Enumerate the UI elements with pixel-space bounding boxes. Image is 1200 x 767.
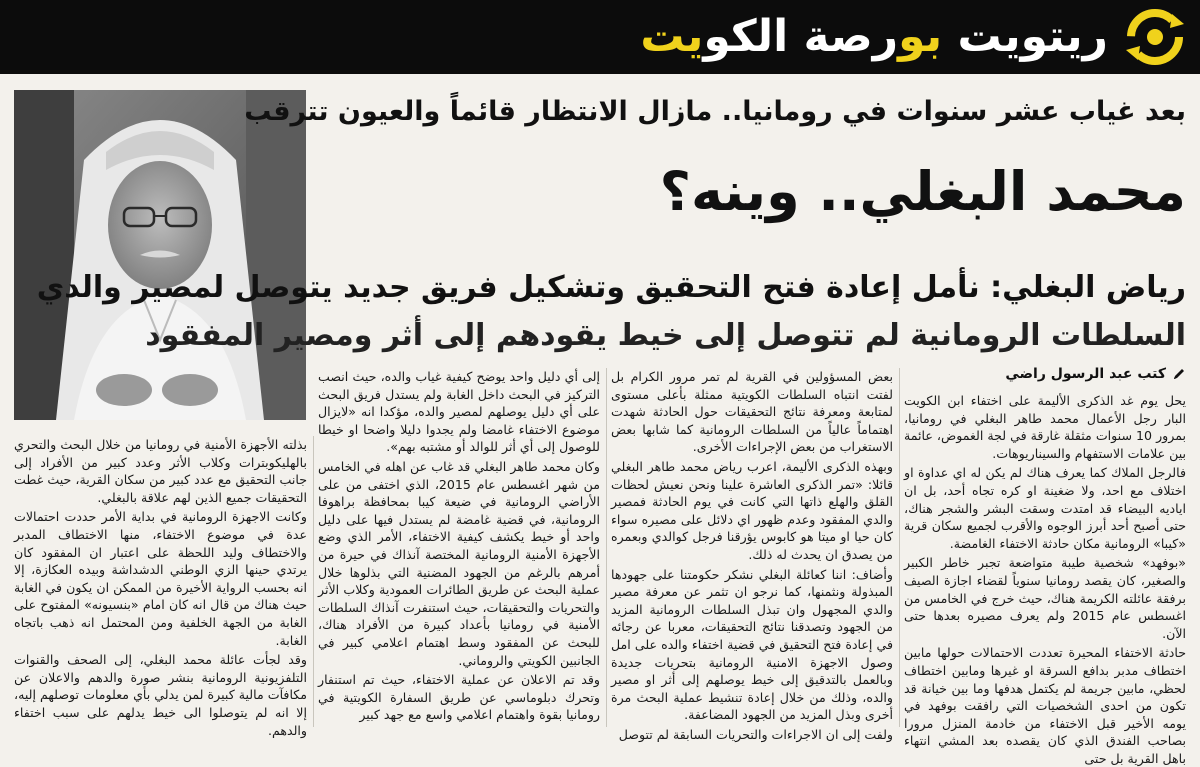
pen-icon: [1172, 367, 1186, 381]
brand-accent-1: بو: [898, 11, 943, 62]
paragraph: ولفت إلى ان الاجراءات والتحريات السابقة لم تتوصل: [618, 726, 893, 742]
column-divider: [606, 368, 607, 727]
paragraph: «بوفهد» شخصية طيبة متواضعة تجبر خاطر الكبير والصغير، كان يقصد رومانيا سنوياً لقضاء اجازة الصيف برفقة عائلته الكريمة هناك، حيث خرج في الخامس من اغسطس عام 2015 ولم يعرف مصيره بعدها حتى الآن.: [904, 555, 1186, 641]
portrait-photo: [14, 90, 306, 420]
paragraph: يحل يوم غد الذكرى الأليمة على اختفاء ابن الكويت البار رجل الأعمال محمد طاهر البغلي في رومانيا، بمرور 10 سنوات مثقلة غارقة في لجة الغموض، عائمة بين علامات الاستفهام والسيناريوهات.: [904, 393, 1186, 461]
brand-accent-2: يت: [640, 11, 704, 62]
paragraph: وأضاف: اننا كعائلة البغلي نشكر حكومتنا على جهودها المبذولة ونثمنها، كما نرجو ان تثمر عن معرفة مصير والدي المجهول وان تبذل السلطات الرومانية المزيد من الجهود وتصدقنا نتائج التحقيقات، معربا عن رجائه في إعادة فتح التحقيق في قضية اختفاء والده على امل وصول الاجهزة الامنية الرومانية بتحريات جديدة وبالعمل بالتدقيق إلى خيط يوصلهم إلى أثر او مصير والده، وذلك من خلال إعادة تنشيط عملية البحث مرة أخرى وبذل المزيد من الجهود المضاعفة.: [611, 566, 893, 723]
paragraph: وبهذه الذكرى الأليمة، اعرب رياض محمد طاهر البغلي قائلا: «تمر الذكرى العاشرة علينا ونحن نعيش لحظات القلق والهلع ذاتها التي كانت في يوم الحادثة فمصير والدي المفقود وعدم ظهور اي دلائل على مصيره سواء كان حيا او ميتا هو كابوس يؤرقنا فرجل كوالدي وبعمره من يصدق ان يحدث له ذلك.: [611, 458, 893, 562]
article-column-3: [318, 368, 600, 727]
paragraph: وكانت الاجهزة الرومانية في بداية الأمر حددت احتمالات عدة في موضوع الاختفاء، منها الاختطاف المدبر والاختطاف وليد اللحظة على اعتبار ان المفقود كان يرتدي حينها الزي الوطني الدشداشة وبيده العكازة، إلا انه بحسب الرواية الأخيرة من الممكن ان يكون في الغابة حيث هناك من قال انه كان امام «بنسيونه» المفتوح على الغابة من الجهة الخلفية ومن المحتمل انه ذهب باتجاه الغابة.: [14, 509, 307, 648]
main-title: محمد البغلي.. وينه؟: [659, 160, 1186, 223]
byline: [896, 364, 1186, 384]
paragraph: حادثة الاختفاء المحيرة تعددت الاحتمالات حولها مابين اختطاف مدبر بدافع السرقة او غيرها ومابين اختطاف لحظي، مابين جريمة لم يكتمل هدفها وما بين خيانة قد تكون من احدى الشخصيات التي رافقت بوفهد في يومه الأخير قبل الاختفاء من خادمة المنزل مرورا بصاحب الفندق الذي كان يقصده بعد المشي انتهاء باهل القرية بل حتى: [904, 645, 1186, 766]
paragraph: إلى أي دليل واحد يوضح كيفية غياب والده، حيث انصب التركيز في البحث داخل الغابة ولم يستدل فريق البحث على أي دليل يوصلهم لمصير والده، مؤكدا انه «لايزال موضوع الاختفاء غامضا ولم يجدوا دليلا واضحا او خيطا للوصول إلى أي أثر للوالد أو مشتبه بهم».: [318, 369, 600, 455]
column-divider: [313, 436, 314, 727]
subtitle-2: السلطات الرومانية لم تتوصل إلى خيط يقودهم إلى أثر ومصير المفقود: [145, 318, 1186, 353]
masthead: [0, 0, 1200, 74]
man-portrait-photo: [14, 90, 306, 420]
paragraph: فالرجل الملاك كما يعرف هناك لم يكن له اي عداوة او اختلاف مع احد، ولا ضغينة او كره تجاه أحد، بل ان اياديه البيضاء قد امتدت وسقت البشر والشجر هناك، حتى أصبح أحد أبرز الوجوه والأقرب لجميع سكان قرية «كيبا» الرومانية مكان حادثة الاختفاء الغامضة.: [904, 465, 1186, 551]
paragraph: بذلته الأجهزة الأمنية في رومانيا من خلال البحث والتحري بالهليكوبترات وكلاب الأثر وعدد كبير من الأفراد إلى جانب التحقيق مع عدد كبير من سكان القرية، حيث غطت التحقيقات جميع الذين لهم علاقة بالبغلي.: [14, 437, 307, 505]
paragraph: وقد لجأت عائلة محمد البغلي، إلى الصحف والقنوات التلفزيونية الرومانية بنشر صورة والدهم والاعلان عن مكافآت مالية كبيرة لمن يدلي بأي معلومات توصلهم إليه، إلا انه لم يتوصلوا الى خيط يدلهم على سبب اختفاء والدهم.: [14, 652, 307, 738]
byline-text: كتب عبد الرسول راضي: [1005, 366, 1166, 382]
paragraph: وقد تم الاعلان عن عملية الاختفاء، حيث تم استنفار وتحرك دبلوماسي عن طريق السفارة الكويتية في رومانيا بقوة واهتمام اعلامي واسع مع جهد كبير: [318, 672, 600, 723]
subtitle-1: رياض البغلي: نأمل إعادة فتح التحقيق وتشكيل فريق جديد يتوصل لمصير والدي: [36, 270, 1186, 305]
paragraph: وكان محمد طاهر البغلي قد غاب عن اهله في الخامس من شهر اغسطس عام 2015، الذي اختفى من على الأراضي الرومانية في ضيعة كيبا بمحافظة براهوفا الرومانية، في قضية غامضة لم يستدل فيها على دليل واحد أو خيط يكشف كيفية الاختفاء، الأمر الذي وضع الأجهزة الأمنية الرومانية المختصة آنذاك في حيرة من أمرهم بالرغم من الجهود المضنية التي بذلوها خلال عملية البحث عن طريق الطائرات العمودية وكلاب الأثر والتحريات والتحقيقات، حيث استنفرت آنذاك السلطات الأمنية في رومانيا بأعداد كبيرة من الأفراد هناك، للبحث عن المفقود وسط اهتمام اعلامي كبير في الجانبين الكويتي والروماني.: [318, 458, 600, 668]
article-column-2: [611, 368, 893, 742]
column-divider: [899, 368, 900, 727]
retweet-loop-icon[interactable]: [1118, 6, 1192, 68]
paragraph: بعض المسؤولين في القرية لم تمر مرور الكرام بل لفتت انتباه السلطات الكويتية ممثلة بأعلى مستوى لمتابعة ومعرفة نتائج التحقيقات حول الحادثة شهدت اهتماماً عالياً من السلطات الرومانية كما شابها بعض الاستغراب من بعض الإجراءات الأخرى.: [611, 369, 893, 455]
kicker-headline: بعد غياب عشر سنوات في رومانيا.. مازال الانتظار قائماً والعيون تترقب: [244, 96, 1186, 127]
article-column-4: [14, 436, 307, 738]
brand-prefix: ريتويت: [942, 11, 1108, 62]
brand-title[interactable]: [640, 4, 1108, 70]
brand-middle: رصة الكو: [703, 11, 899, 62]
article-column-1: [904, 392, 1186, 766]
